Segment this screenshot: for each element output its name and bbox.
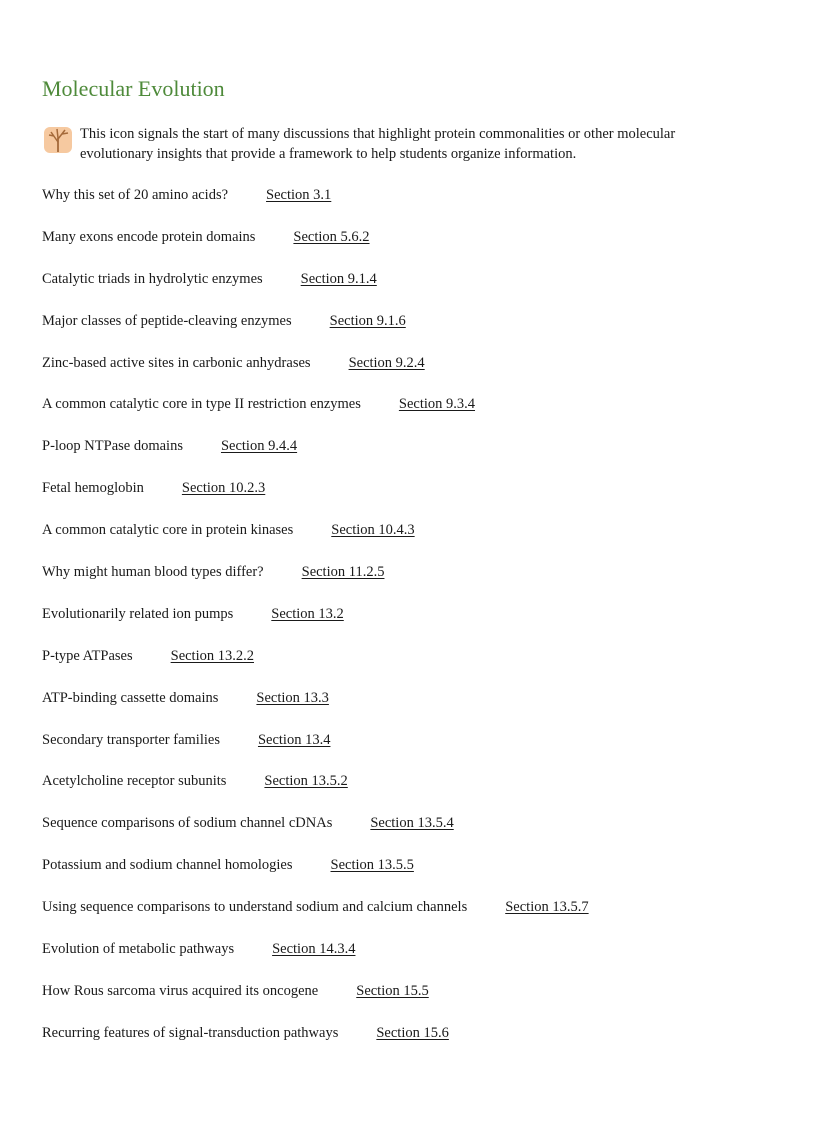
- section-link[interactable]: Section 5.6.2: [293, 228, 370, 245]
- list-item: [42, 269, 782, 311]
- list-item: [42, 520, 782, 562]
- list-item: [42, 730, 782, 772]
- section-link[interactable]: Section 14.3.4: [272, 941, 356, 958]
- evolution-tree-icon: [42, 124, 74, 154]
- list-item: [42, 771, 782, 813]
- section-link[interactable]: Section 3.1: [266, 187, 332, 203]
- section-link[interactable]: Section 9.1.6: [329, 312, 406, 329]
- section-link[interactable]: Section 9.4.4: [220, 438, 298, 455]
- section-link[interactable]: Section 9.1.4: [300, 270, 377, 287]
- topic-text: Acetylcholine receptor subunits: [42, 773, 227, 790]
- topic-text: Evolution of metabolic pathways: [42, 941, 235, 958]
- list-item: [42, 185, 782, 227]
- list-item: [42, 478, 782, 520]
- topic-text: Sequence comparisons of sodium channel cDNAs: [42, 815, 333, 832]
- list-item: [42, 227, 782, 269]
- topic-text: A common catalytic core in protein kinases: [42, 522, 294, 539]
- topic-text: Evolutionarily related ion pumps: [42, 605, 234, 622]
- section-link[interactable]: Section 15.5: [356, 982, 429, 999]
- topic-text: P-loop NTPase domains: [42, 438, 183, 455]
- list-item: [42, 646, 782, 688]
- topic-text: Major classes of peptide-cleaving enzymes: [42, 312, 292, 329]
- list-item: [42, 562, 782, 604]
- section-link[interactable]: Section 15.6: [376, 1024, 449, 1041]
- section-link[interactable]: Section 13.5.2: [264, 773, 348, 790]
- topic-text: Catalytic triads in hydrolytic enzymes: [42, 270, 263, 287]
- list-item: [42, 897, 782, 939]
- section-link[interactable]: Section 13.3: [256, 689, 329, 706]
- topic-text: Recurring features of signal-transduction pathways: [42, 1024, 339, 1041]
- list-item: [42, 394, 782, 436]
- list-item: [42, 311, 782, 353]
- intro-text: This icon signals the start of many discussions that highlight protein commonalities or other molecular evolutionary insights that provide a framework to help students organize information.: [80, 126, 676, 162]
- section-link[interactable]: Section 10.2.3: [181, 480, 266, 497]
- section-link[interactable]: Section 13.4: [257, 731, 331, 748]
- page-title: Molecular Evolution: [42, 76, 225, 101]
- topic-text: How Rous sarcoma virus acquired its oncogene: [42, 982, 319, 999]
- list-item: [42, 604, 782, 646]
- intro-note: [42, 124, 742, 164]
- list-item: [42, 436, 782, 478]
- list-item: [42, 688, 782, 730]
- section-link[interactable]: Section 13.5.5: [330, 857, 414, 874]
- topic-text: Why might human blood types differ?: [42, 564, 264, 581]
- section-link[interactable]: Section 11.2.5: [301, 564, 385, 581]
- list-item: [42, 855, 782, 897]
- section-link[interactable]: Section 13.5.4: [370, 815, 454, 832]
- topic-text: Using sequence comparisons to understand sodium and calcium channels: [42, 899, 468, 916]
- icon-branch-center: [57, 129, 58, 138]
- topic-text: Many exons encode protein domains: [42, 228, 256, 245]
- topic-text: P-type ATPases: [42, 647, 133, 664]
- topic-text: Fetal hemoglobin: [42, 480, 144, 497]
- section-link[interactable]: Section 13.5.7: [505, 899, 589, 916]
- section-link[interactable]: Section 9.3.4: [398, 396, 476, 413]
- list-item: [42, 353, 782, 395]
- topic-list: [42, 185, 782, 1065]
- topic-text: Secondary transporter families: [42, 731, 220, 748]
- topic-text: Potassium and sodium channel homologies: [42, 857, 293, 874]
- section-link[interactable]: Section 9.2.4: [348, 354, 425, 371]
- section-link[interactable]: Section 10.4.3: [331, 522, 415, 539]
- topic-text: A common catalytic core in type II restriction enzymes: [42, 396, 361, 413]
- topic-text: ATP-binding cassette domains: [42, 689, 219, 706]
- list-item: [42, 813, 782, 855]
- section-link[interactable]: Section 13.2: [271, 605, 344, 622]
- list-item: [42, 1023, 782, 1065]
- list-item: [42, 981, 782, 1023]
- section-link[interactable]: Section 13.2.2: [170, 647, 254, 664]
- topic-text: Zinc-based active sites in carbonic anhydrases: [42, 354, 311, 371]
- topic-text: Why this set of 20 amino acids?: [42, 187, 229, 203]
- list-item: [42, 939, 782, 981]
